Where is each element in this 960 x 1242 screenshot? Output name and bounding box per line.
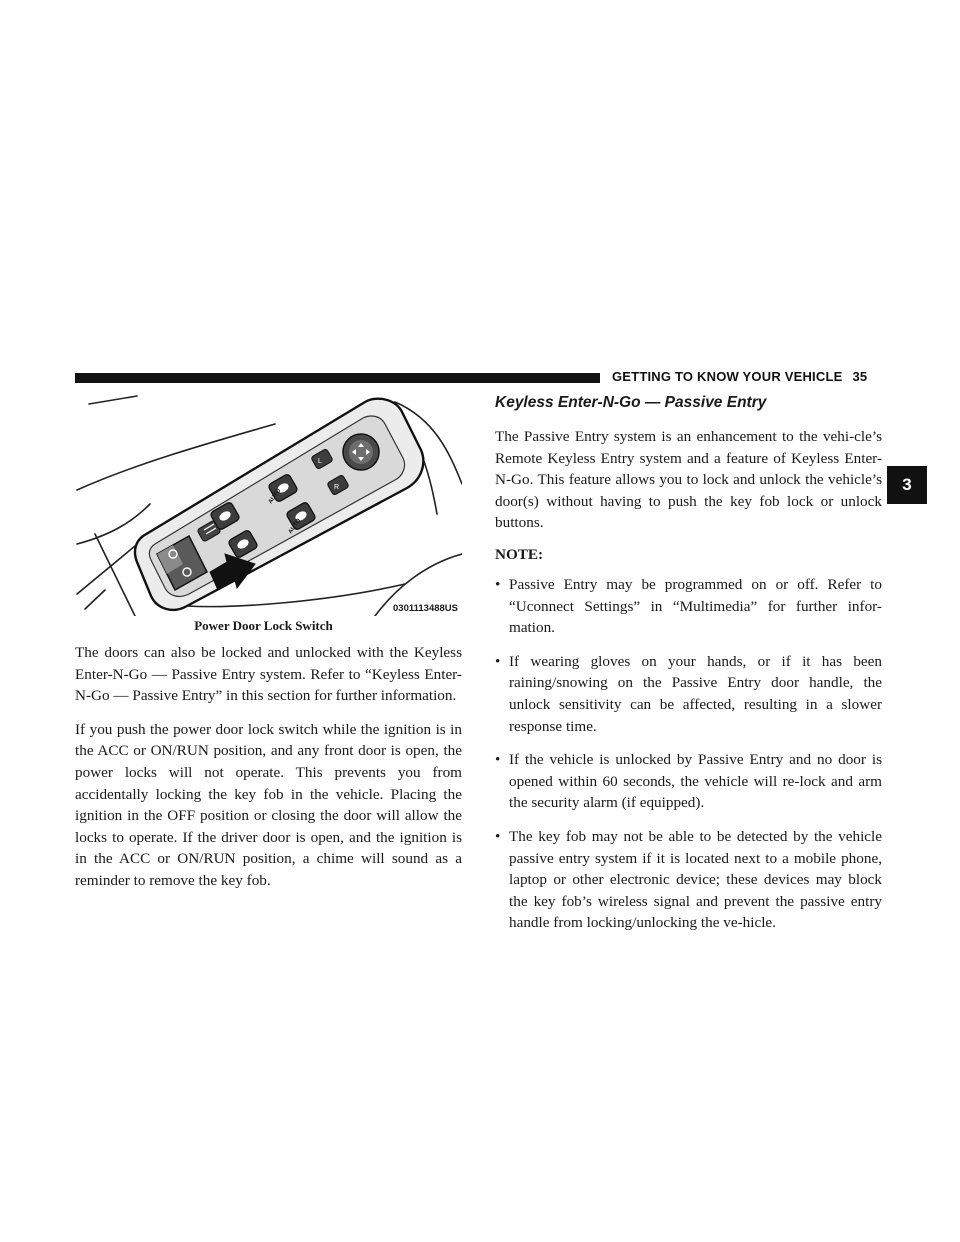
- list-item: [495, 749, 882, 814]
- bullet-marker: •: [495, 827, 501, 845]
- bullet-marker: •: [495, 751, 501, 769]
- door-panel-illustration: [75, 394, 462, 616]
- paragraph: If you push the power door lock switch while the ignition is in the ACC or ON/RUN position, and any front door is open, the power locks will not operate. This prevents you from accidentally locking the key fob in the vehicle. Placing the ignition in the OFF position or closing the door will allow the locks to operate. If the driver door is open, and the ignition is in the ACC or ON/RUN position, a chime will sound as a reminder to remove the key fob.: [75, 720, 462, 889]
- left-column: [75, 394, 462, 904]
- mirror-left-label: L: [318, 458, 322, 465]
- section-heading: Keyless Enter-N-Go — Passive Entry: [495, 394, 767, 411]
- list-item: [495, 651, 882, 737]
- bullet-text: If the vehicle is unlocked by Passive Entry and no door is opened within 60 seconds, the vehicle will re-lock and arm the security alarm (if equipped).: [509, 751, 882, 812]
- list-item: [495, 826, 882, 934]
- bullet-marker: •: [495, 575, 501, 593]
- note-bullet-list: [495, 574, 882, 934]
- figure-image-code: 0301113488US: [393, 603, 458, 614]
- list-item: [495, 574, 882, 639]
- auto-label-1: AUTO: [267, 487, 283, 506]
- bullet-text: Passive Entry may be programmed on or off. Refer to “Uconnect Settings” in “Multimedia” for further infor-mation.: [509, 575, 882, 637]
- bullet-marker: •: [495, 652, 501, 670]
- chapter-tab: 3: [887, 466, 927, 504]
- header-title: GETTING TO KNOW YOUR VEHICLE: [612, 369, 843, 384]
- header-rule: [75, 373, 600, 383]
- bullet-text: If wearing gloves on your hands, or if it has been raining/snowing on the Passive Entry door handle, the unlock sensitivity can be affected, resulting in a slower response time.: [509, 652, 882, 735]
- auto-label-2: AUTO: [287, 517, 303, 536]
- power-door-lock-switch-figure: [75, 394, 462, 616]
- running-header: [612, 369, 867, 384]
- bullet-text: The key fob may not be able to be detected by the vehicle passive entry system if it is located next to a mobile phone, laptop or other electronic device; these devices may block the key fob’s wireless signal and prevent the passive entry handle from locking/unlocking the ve-hicle.: [509, 827, 882, 932]
- right-column: [495, 394, 882, 946]
- note-label: NOTE:: [495, 545, 544, 563]
- mirror-right-label: R: [334, 484, 340, 491]
- page-number: 35: [852, 369, 868, 384]
- figure-caption: Power Door Lock Switch: [194, 618, 333, 633]
- intro-paragraph: The Passive Entry system is an enhancement to the vehi-cle’s Remote Keyless Entry system and a feature of Keyless Enter-N-Go. This feature allows you to lock and unlock the vehicle’s door(s) without having to push the key fob lock or unlock buttons.: [495, 428, 882, 532]
- paragraph: The doors can also be locked and unlocked with the Keyless Enter-N-Go — Passive Entry system. Refer to “Keyless Enter-N-Go — Passive Entry” in this section for further information.: [75, 644, 462, 705]
